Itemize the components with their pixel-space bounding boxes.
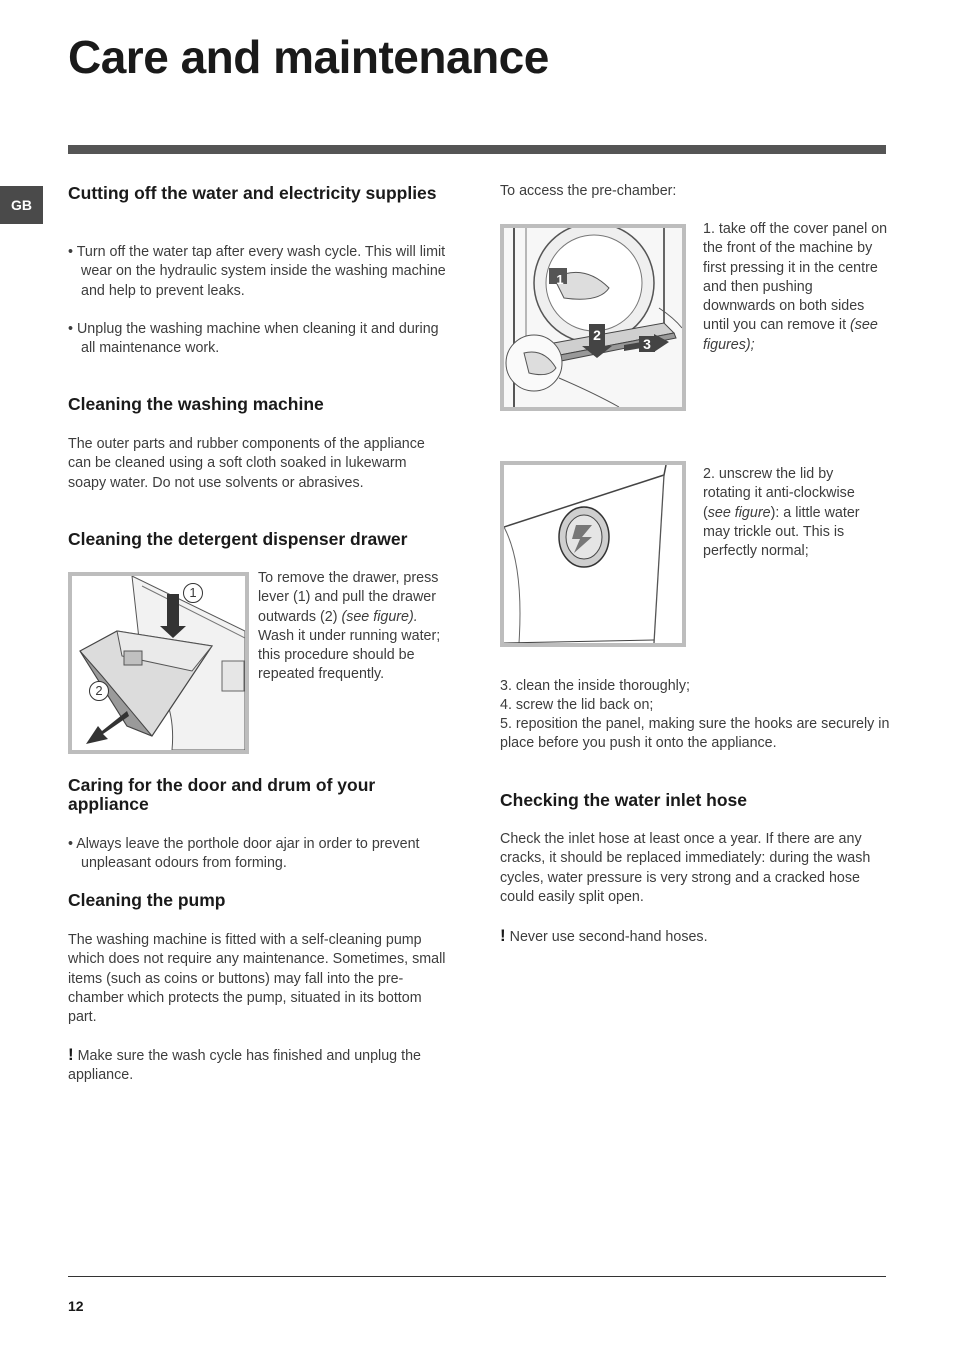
drawer-figure xyxy=(68,572,249,754)
figure-label-2: 2 xyxy=(89,681,109,701)
pump-warning-text: Make sure the wash cycle has finished and unplug the appliance. xyxy=(68,1048,421,1084)
page-number: 12 xyxy=(68,1298,84,1314)
step5-text: 5. reposition the panel, making sure the hooks are securely in place before you push it onto the appliance. xyxy=(500,716,890,752)
drawer-text-italic: (see figure). xyxy=(341,608,418,625)
step2-text-italic: see figure xyxy=(707,504,771,521)
drawer-text xyxy=(258,569,450,685)
cover-panel-illustration xyxy=(504,228,682,407)
inlet-hose-text: Check the inlet hose at least once a year. If there are any cracks, it should be replaced immediately: during the wash cycles, water pressure is very strong and a cracked hose could easily split open. xyxy=(500,831,871,905)
hose-warning xyxy=(500,926,890,947)
warning-icon: ! xyxy=(68,1045,74,1064)
step2-text xyxy=(703,465,883,561)
pump-text: The washing machine is fitted with a self-cleaning pump which does not require any maintenance. Sometimes, small items (such as coins or buttons) may fall into the pre-chamber which protects the pump, situated in its bottom part. xyxy=(68,932,446,1026)
fig-step-2-label: 2 xyxy=(593,327,601,343)
step1-text xyxy=(703,220,888,355)
bullet-porthole: • Always leave the porthole door ajar in order to prevent unpleasant odours from forming. xyxy=(68,836,420,872)
section-heading-detergent-drawer: Cleaning the detergent dispenser drawer xyxy=(68,529,408,549)
fig-step-1-label: 1 xyxy=(556,272,564,287)
drawer-text-c: Wash it under running water; this procedure should be repeated frequently. xyxy=(258,627,441,683)
lid-illustration xyxy=(504,465,682,643)
hose-warning-text: Never use second-hand hoses. xyxy=(505,929,708,945)
fig-step-3-label: 3 xyxy=(643,336,651,352)
step2-text-c: ): a little water may trickle out. This is perfectly normal; xyxy=(703,504,860,560)
warning-icon: ! xyxy=(500,926,506,945)
lid-figure xyxy=(500,461,686,647)
section-heading-cleaning-machine: Cleaning the washing machine xyxy=(68,394,324,414)
pump-warning xyxy=(68,1045,452,1086)
section-heading-inlet-hose: Checking the water inlet hose xyxy=(500,790,747,810)
cover-panel-figure xyxy=(500,224,686,411)
footer-rule xyxy=(68,1276,886,1277)
section-heading-cutting-off: Cutting off the water and electricity supplies xyxy=(68,183,437,203)
step2-text-a: 2. unscrew the lid by rotating it anti-clockwise ( xyxy=(703,466,855,521)
figure-label-1: 1 xyxy=(183,583,203,603)
bullet-unplug: • Unplug the washing machine when cleaning it and during all maintenance work. xyxy=(68,321,439,357)
section-heading-door-drum: Caring for the door and drum of your appliance xyxy=(68,775,376,814)
bullet-turn-off-tap: • Turn off the water tap after every wash cycle. This will limit wear on the hydraulic system inside the washing machine and help to prevent leaks. xyxy=(68,244,446,299)
step1-text-italic: (see figures); xyxy=(703,317,878,353)
header-rule xyxy=(68,145,886,154)
section-heading-pump: Cleaning the pump xyxy=(68,890,226,910)
language-tab: GB xyxy=(0,186,43,224)
step3-text: 3. clean the inside thoroughly; xyxy=(500,678,690,694)
drawer-text-a: To remove the drawer, press lever (1) and pull the drawer outwards (2) xyxy=(258,570,439,625)
step1-text-a: 1. take off the cover panel on the front of the machine by first pressing it in the centre and then pushing downwards on both sides until you can remove it xyxy=(703,221,888,334)
step4-text: 4. screw the lid back on; xyxy=(500,697,654,713)
page-title: Care and maintenance xyxy=(68,31,549,83)
drawer-illustration xyxy=(72,576,245,750)
cleaning-machine-text: The outer parts and rubber components of the appliance can be cleaned using a soft cloth soaked in lukewarm soapy water. Do not use solvents or abrasives. xyxy=(68,436,425,491)
prechamber-intro: To access the pre-chamber: xyxy=(500,183,677,199)
